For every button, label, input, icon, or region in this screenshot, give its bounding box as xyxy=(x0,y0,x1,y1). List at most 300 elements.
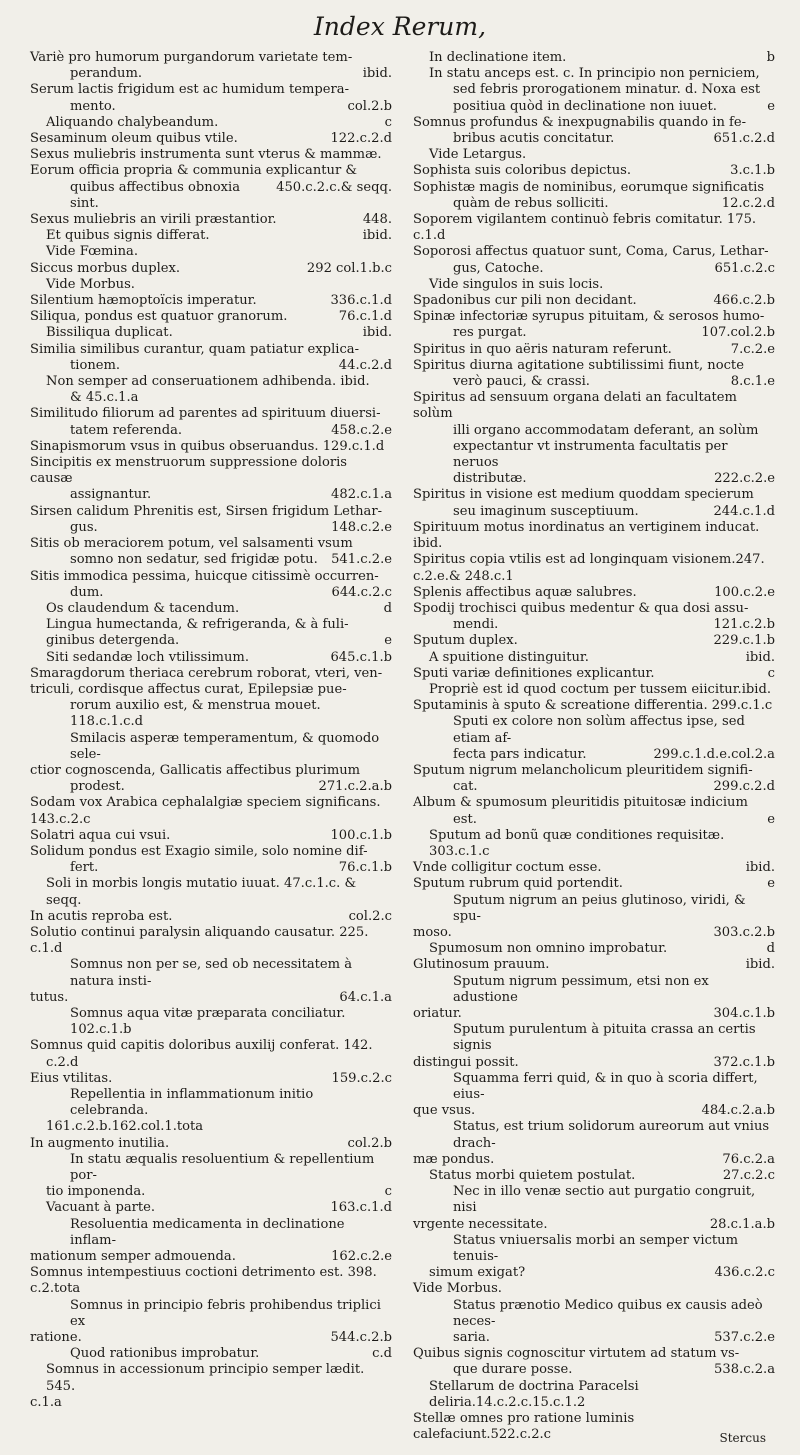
entry-reference: 271.c.2.a.b xyxy=(318,779,392,795)
entry-reference: 303.c.2.b xyxy=(713,924,775,940)
entry-text: positiua quòd in declinatione non iuuet. xyxy=(453,98,717,114)
index-entry xyxy=(413,585,775,601)
index-entry xyxy=(30,925,392,941)
index-entry xyxy=(413,1006,775,1022)
index-entry xyxy=(30,795,392,811)
index-entry xyxy=(413,82,775,98)
entry-text: Vacuant à parte. xyxy=(46,1200,156,1216)
entry-text: Non semper ad conseruationem adhibenda. ibid. xyxy=(46,374,370,390)
index-entry xyxy=(30,1184,392,1200)
index-entry xyxy=(30,1265,392,1281)
entry-text: Smaragdorum theriaca cerebrum roborat, vteri, ven- xyxy=(30,665,383,681)
entry-text: Album & spumosum pleuritidis pituitosæ indicium xyxy=(413,795,748,811)
index-entry xyxy=(30,569,392,585)
index-entry xyxy=(413,536,775,552)
entry-text: Eorum officia propria & communia explicantur & xyxy=(30,163,358,179)
index-entry xyxy=(30,406,392,422)
entry-text: Sputum duplex. xyxy=(413,633,518,649)
entry-reference: 299.c.2.d xyxy=(713,779,775,795)
entry-text: Soli in morbis longis mutatio iuuat. 47.c.1.c. & seqq. xyxy=(46,876,361,908)
right-column xyxy=(413,50,775,1443)
index-entry xyxy=(413,1119,775,1151)
entry-reference: 544.c.2.b xyxy=(330,1330,392,1346)
index-entry xyxy=(30,390,392,406)
index-entry xyxy=(30,1152,392,1184)
entry-reference: 466.c.2.b xyxy=(713,293,775,309)
entry-text: c.2.e.& 248.c.1 xyxy=(413,568,514,584)
entry-text: Serum lactis frigidum est ac humidum tempera- xyxy=(30,82,350,98)
entry-text: Splenis affectibus aquæ salubres. xyxy=(413,584,637,600)
index-entry xyxy=(413,66,775,82)
index-entry xyxy=(413,1233,775,1265)
index-entry xyxy=(30,147,392,163)
entry-text: ginibus detergenda. xyxy=(46,633,180,649)
entry-text: triculi, cordisque affectus curat, Epilepsiæ pue- xyxy=(30,681,347,697)
index-entry xyxy=(413,1298,775,1330)
entry-text: prodest. xyxy=(70,779,125,795)
entry-text: Sputum purulentum à pituita crassa an certis signis xyxy=(453,1022,760,1054)
index-entry xyxy=(413,293,775,309)
entry-text: Sesaminum oleum quibus vtile. xyxy=(30,131,238,147)
entry-reference: 163.c.1.d xyxy=(330,1200,392,1216)
index-entry xyxy=(30,50,392,66)
entry-text: gus, Catoche. xyxy=(453,260,544,276)
entry-text: Aliquando chalybeandum. xyxy=(46,114,219,130)
entry-text: cat. xyxy=(453,779,478,795)
entry-reference: 651.c.2.d xyxy=(713,131,775,147)
entry-text: verò pauci, & crassi. xyxy=(453,374,590,390)
entry-text: Variè pro humorum purgandorum varietate tem- xyxy=(30,50,353,65)
entry-text: Os claudendum & tacendum. xyxy=(46,600,240,616)
entry-text: seu imaginum susceptiuum. xyxy=(453,503,639,519)
index-entry xyxy=(413,876,775,892)
index-entry xyxy=(413,212,775,228)
left-column xyxy=(30,50,392,1411)
entry-text: rorum auxilio est, & menstrua mouet. 118.c.1.c.d xyxy=(70,698,325,730)
index-entry xyxy=(30,666,392,682)
index-entry xyxy=(413,812,775,828)
index-entry xyxy=(30,99,392,115)
entry-text: Spodij trochisci quibus medentur & qua dosi assu- xyxy=(413,600,749,616)
entry-text: Glutinosum prauum. xyxy=(413,957,550,973)
entry-text: Sodam vox Arabica cephalalgiæ speciem significans. xyxy=(30,795,381,811)
entry-reference: 436.c.2.c xyxy=(714,1265,775,1281)
entry-text: Somnus non per se, sed ob necessitatem à natura insti- xyxy=(70,957,357,989)
entry-text: Sirsen calidum Phrenitis est, Sirsen frigidum Lethar- xyxy=(30,503,383,519)
entry-text: tatem referenda. xyxy=(70,422,183,438)
entry-text: Propriè est id quod coctum per tussem eiicitur.ibid. xyxy=(429,681,772,697)
index-entry xyxy=(30,536,392,552)
index-entry xyxy=(30,617,392,633)
entry-reference: 372.c.1.b xyxy=(713,1054,775,1070)
catchword: Stercus xyxy=(719,1431,766,1445)
index-entry xyxy=(30,909,392,925)
entry-reference: 292 col.1.b.c xyxy=(306,260,392,276)
entry-text: c.1.d xyxy=(30,941,63,957)
entry-text: Vide singulos in suis locis. xyxy=(429,276,604,292)
index-entry xyxy=(30,212,392,228)
entry-text: Status vniuersalis morbi an semper victum tenuis- xyxy=(453,1232,743,1265)
entry-reference: 304.c.1.b xyxy=(713,1005,775,1021)
entry-text: mæ pondus. xyxy=(413,1151,495,1167)
entry-text: Stellarum de doctrina Paracelsi deliria.14.c.2.c.15.c.1.2 xyxy=(429,1378,643,1410)
entry-text: Sputi variæ definitiones explicantur. xyxy=(413,665,655,681)
entry-text: Somnus quid capitis doloribus auxilij conferat. 142. xyxy=(30,1038,373,1054)
entry-text: Status, est trium solidorum aureorum aut vnius drach- xyxy=(453,1119,774,1151)
entry-reference: 537.c.2.e xyxy=(714,1330,775,1346)
entry-text: Nec in illo venæ sectio aut purgatio congruit, nisi xyxy=(453,1184,760,1216)
index-entry xyxy=(30,342,392,358)
index-entry xyxy=(413,617,775,633)
entry-text: Sputum ad bonũ quæ conditiones requisitæ. 303.c.1.c xyxy=(429,827,729,859)
entry-reference: e xyxy=(767,811,775,827)
index-entry xyxy=(30,552,392,568)
index-entry xyxy=(30,520,392,536)
index-entry xyxy=(30,244,392,260)
entry-text: Vide Morbus. xyxy=(413,1281,502,1297)
index-entry xyxy=(30,228,392,244)
entry-text: somno non sedatur, sed frigidæ potu. xyxy=(70,552,318,568)
index-entry xyxy=(413,471,775,487)
index-entry xyxy=(30,1119,392,1135)
entry-reference: 222.c.2.e xyxy=(714,471,775,487)
entry-text: Eius vtilitas. xyxy=(30,1070,113,1086)
entry-reference: 122.c.2.d xyxy=(330,131,392,147)
index-entry xyxy=(30,1006,392,1038)
entry-text: Spumosum non omnino improbatur. xyxy=(429,941,668,957)
index-entry xyxy=(413,828,775,860)
entry-reference: 8.c.1.e xyxy=(730,374,775,390)
index-entry xyxy=(30,650,392,666)
entry-text: Stellæ omnes pro ratione luminis calefaciunt.522.c.2.c xyxy=(413,1411,639,1443)
entry-text: mendi. xyxy=(453,617,499,633)
entry-reference: col.2.c xyxy=(348,908,392,924)
entry-text: Soporem vigilantem continuò febris comitatur. 175. xyxy=(413,212,757,228)
index-entry xyxy=(413,358,775,374)
entry-text: Sputaminis à sputo & screatione differentia. 299.c.1.c xyxy=(413,698,773,714)
index-entry xyxy=(30,325,392,341)
index-entry xyxy=(413,779,775,795)
entry-text: Smilacis asperæ temperamentum, & quomodo sele- xyxy=(70,730,384,762)
entry-text: gus. xyxy=(70,519,98,535)
entry-reference: 27.c.2.c xyxy=(722,1168,775,1184)
index-entry xyxy=(30,585,392,601)
index-entry xyxy=(413,893,775,925)
entry-text: Repellentia in inflammationum initio celebranda. xyxy=(70,1087,318,1119)
entry-reference: 651.c.2.c xyxy=(714,260,775,276)
entry-reference: 28.c.1.a.b xyxy=(709,1216,775,1232)
index-entry xyxy=(30,1217,392,1249)
index-entry xyxy=(30,1200,392,1216)
index-entry xyxy=(413,666,775,682)
index-entry xyxy=(413,1330,775,1346)
entry-reference: c xyxy=(384,1184,392,1200)
index-entry xyxy=(413,180,775,196)
entry-text: c.1.a xyxy=(30,1394,62,1410)
index-entry xyxy=(413,795,775,811)
index-entry xyxy=(413,941,775,957)
index-entry xyxy=(413,131,775,147)
entry-reference: c xyxy=(384,114,392,130)
index-entry xyxy=(30,131,392,147)
entry-reference: 336.c.1.d xyxy=(330,293,392,309)
entry-text: illi organo accommodatam deferant, an solùm xyxy=(453,422,759,438)
entry-text: Silentium hæmoptoïcis imperatur. xyxy=(30,293,257,309)
entry-text: bribus acutis concitatur. xyxy=(453,131,615,147)
index-entry xyxy=(413,244,775,260)
index-entry xyxy=(30,163,392,179)
entry-text: Sophistæ magis de nominibus, eorumque significatis xyxy=(413,179,765,195)
entry-text: Quibus signis cognoscitur virtutem ad statum vs- xyxy=(413,1346,740,1362)
entry-reference: ibid. xyxy=(362,66,392,82)
entry-text: Sexus muliebris instrumenta sunt vterus & mammæ. xyxy=(30,147,382,163)
entry-text: Lingua humectanda, & refrigeranda, & à fuli- xyxy=(46,617,349,633)
entry-text: mento. xyxy=(70,98,116,114)
index-entry xyxy=(413,487,775,503)
index-entry xyxy=(413,1022,775,1054)
entry-text: In statu æqualis resoluentium & repellentium por- xyxy=(70,1151,379,1184)
index-entry xyxy=(30,1330,392,1346)
index-entry xyxy=(30,682,392,698)
entry-reference: ibid. xyxy=(745,860,775,876)
entry-reference: 121.c.2.b xyxy=(713,617,775,633)
index-entry xyxy=(30,82,392,98)
index-entry xyxy=(30,1298,392,1330)
index-entry xyxy=(413,504,775,520)
entry-text: que durare posse. xyxy=(453,1362,573,1378)
entry-text: Solatri aqua cui vsui. xyxy=(30,827,171,843)
entry-text: ctior cognoscenda, Gallicatis affectibus plurimum xyxy=(30,762,361,778)
index-entry xyxy=(413,714,775,746)
index-entry xyxy=(413,1055,775,1071)
entry-text: simum exigat? xyxy=(429,1265,526,1281)
index-entry xyxy=(30,261,392,277)
entry-text: Squamma ferri quid, & in quo à scoria differt, eius- xyxy=(453,1070,762,1102)
index-entry xyxy=(30,423,392,439)
index-entry xyxy=(413,1281,775,1297)
entry-text: Sputi ex colore non solùm affectus ipse, sed etiam af- xyxy=(453,714,750,746)
entry-reference: e xyxy=(767,98,775,114)
index-entry xyxy=(413,1362,775,1378)
index-entry xyxy=(30,66,392,82)
entry-text: Vide Fœmina. xyxy=(46,244,139,260)
entry-reference: 450.c.2.c.& seqq. xyxy=(276,179,392,195)
entry-text: Solidum pondus est Exagio simile, solo nomine dif- xyxy=(30,843,368,859)
entry-text: vrgente necessitate. xyxy=(413,1216,548,1232)
index-entry xyxy=(413,925,775,941)
entry-text: Similitudo filiorum ad parentes ad spirituum diuersi- xyxy=(30,406,381,422)
entry-text: Vide Morbus. xyxy=(46,276,135,292)
entry-text: distingui possit. xyxy=(413,1054,519,1070)
index-entry xyxy=(30,1395,392,1411)
entry-reference: 229.c.1.b xyxy=(713,633,775,649)
entry-text: Sitis immodica pessima, huicque citissimè occurren- xyxy=(30,568,379,584)
entry-text: Sexus muliebris an virili præstantior. xyxy=(30,212,277,228)
entry-reference: 645.c.1.b xyxy=(330,649,392,665)
index-entry xyxy=(30,439,392,455)
index-entry xyxy=(413,423,775,439)
entry-text: quàm de rebus solliciti. xyxy=(453,195,609,211)
entry-text: Siccus morbus duplex. xyxy=(30,260,181,276)
entry-reference: 299.c.1.d.e.col.2.a xyxy=(653,746,775,762)
entry-text: Status prænotio Medico quibus ex causis adeò neces- xyxy=(453,1297,767,1329)
entry-reference: 100.c.1.b xyxy=(330,827,392,843)
index-entry xyxy=(30,990,392,1006)
entry-text: ratione. xyxy=(30,1330,82,1346)
entry-reference: 482.c.1.a xyxy=(331,487,392,503)
entry-reference: 64.c.1.a xyxy=(339,989,392,1005)
entry-text: fert. xyxy=(70,860,99,876)
index-entry xyxy=(30,115,392,131)
entry-text: distributæ. xyxy=(453,471,527,487)
index-entry xyxy=(30,293,392,309)
entry-text: Sputum rubrum quid portendit. xyxy=(413,876,623,892)
entry-text: Sputum nigrum an peius glutinoso, viridi, & spu- xyxy=(453,892,750,924)
index-entry xyxy=(413,261,775,277)
entry-text: Similia similibus curantur, quam patiatur explica- xyxy=(30,341,360,357)
index-entry xyxy=(413,439,775,471)
entry-text: Quod rationibus improbatur. xyxy=(70,1346,260,1362)
entry-reference: 7.c.2.e xyxy=(730,341,775,357)
index-entry xyxy=(413,342,775,358)
entry-reference: 76.c.2.a xyxy=(722,1151,775,1167)
entry-reference: 484.c.2.a.b xyxy=(701,1103,775,1119)
entry-reference: 3.c.1.b xyxy=(730,163,775,179)
entry-text: Siti sedandæ loch vtilissimum. xyxy=(46,649,249,665)
entry-reference: e xyxy=(384,633,392,649)
index-title: Index Rerum, xyxy=(313,12,487,41)
index-entry xyxy=(30,358,392,374)
index-entry xyxy=(413,277,775,293)
entry-reference: col.2.b xyxy=(347,1135,392,1151)
index-entry xyxy=(413,50,775,66)
entry-text: assignantur. xyxy=(70,487,152,503)
entry-text: In statu anceps est. c. In principio non perniciem, xyxy=(429,66,760,82)
entry-reference: 44.c.2.d xyxy=(338,357,392,373)
entry-text: Sputum nigrum melancholicum pleuritidem signifi- xyxy=(413,762,753,778)
entry-reference: 148.c.2.e xyxy=(331,519,392,535)
entry-text: Resoluentia medicamenta in declinatione inflam- xyxy=(70,1216,349,1248)
index-entry xyxy=(413,650,775,666)
entry-text: & 45.c.1.a xyxy=(70,390,139,406)
entry-reference: ibid. xyxy=(362,325,392,341)
index-entry xyxy=(413,1184,775,1216)
index-entry xyxy=(30,504,392,520)
index-entry xyxy=(413,228,775,244)
entry-reference: 541.c.2.e xyxy=(331,552,392,568)
entry-text: ibid. xyxy=(413,536,443,552)
index-entry xyxy=(413,390,775,422)
index-entry xyxy=(413,1103,775,1119)
index-entry xyxy=(413,1217,775,1233)
entry-text: tionem. xyxy=(70,357,121,373)
entry-text: dum. xyxy=(70,584,104,600)
entry-text: saria. xyxy=(453,1330,490,1346)
index-entry xyxy=(413,163,775,179)
entry-text: Bissiliqua duplicat. xyxy=(46,325,173,341)
entry-text: tutus. xyxy=(30,989,69,1005)
entry-reference: 107.col.2.b xyxy=(701,325,775,341)
entry-reference: col.2.b xyxy=(347,98,392,114)
index-entry xyxy=(30,180,392,212)
entry-reference: ibid. xyxy=(745,957,775,973)
entry-text: Somnus in principio febris prohibendus triplici ex xyxy=(70,1297,386,1329)
index-entry xyxy=(30,277,392,293)
index-entry xyxy=(30,1136,392,1152)
entry-text: In acutis reproba est. xyxy=(30,908,173,924)
index-entry xyxy=(30,876,392,908)
entry-reference: b xyxy=(766,50,775,65)
entry-reference: 159.c.2.c xyxy=(331,1070,392,1086)
entry-reference: 76.c.1.d xyxy=(338,309,392,325)
entry-text: expectantur vt instrumenta facultatis per neruos xyxy=(453,438,732,471)
index-entry xyxy=(30,957,392,989)
index-entry xyxy=(413,374,775,390)
index-entry xyxy=(30,455,392,487)
index-entry xyxy=(30,779,392,795)
index-entry xyxy=(30,731,392,763)
index-entry xyxy=(30,1281,392,1297)
entry-text: Sincipitis ex menstruorum suppressione doloris causæ xyxy=(30,455,352,487)
entry-text: Spiritus diurna agitatione subtilissimi fiunt, nocte xyxy=(413,357,744,373)
entry-text: Sputum nigrum pessimum, etsi non ex adustione xyxy=(453,973,713,1005)
index-entry xyxy=(30,633,392,649)
index-entry xyxy=(413,309,775,325)
index-entry xyxy=(413,1379,775,1411)
index-entry xyxy=(413,974,775,1006)
entry-text: perandum. xyxy=(70,66,143,82)
entry-text: res purgat. xyxy=(453,325,527,341)
index-entry xyxy=(30,309,392,325)
entry-text: Sophista suis coloribus depictus. xyxy=(413,163,632,179)
index-entry xyxy=(413,860,775,876)
entry-text: tio imponenda. xyxy=(46,1184,146,1200)
entry-reference: 458.c.2.e xyxy=(331,422,392,438)
entry-reference: ibid. xyxy=(362,228,392,244)
index-entry xyxy=(30,487,392,503)
entry-text: sed febris prorogationem minatur. d. Noxa est xyxy=(453,82,761,98)
entry-reference: c xyxy=(767,665,775,681)
index-entry xyxy=(413,99,775,115)
index-entry xyxy=(30,1362,392,1394)
index-entry xyxy=(30,1249,392,1265)
entry-reference: ibid. xyxy=(745,649,775,665)
index-entry xyxy=(413,115,775,131)
index-entry xyxy=(413,569,775,585)
index-entry xyxy=(30,844,392,860)
index-entry xyxy=(413,196,775,212)
index-entry xyxy=(413,698,775,714)
entry-text: A spuitione distinguitur. xyxy=(429,649,589,665)
entry-text: oriatur. xyxy=(413,1005,462,1021)
entry-text: Status morbi quietem postulat. xyxy=(429,1168,636,1184)
entry-text: c.2.tota xyxy=(30,1281,81,1297)
entry-reference: 12.c.2.d xyxy=(721,195,775,211)
entry-text: Spiritus in quo aëris naturam referunt. xyxy=(413,341,672,357)
entry-text: quibus affectibus obnoxia sint. xyxy=(70,179,245,211)
entry-text: 161.c.2.b.162.col.1.tota xyxy=(46,1119,204,1135)
index-entry xyxy=(30,374,392,390)
entry-text: Sitis ob meraciorem potum, vel salsamenti vsum xyxy=(30,536,353,552)
entry-reference: 448. xyxy=(362,212,392,228)
entry-text: Somnus aqua vitæ præparata conciliatur. 102.c.1.b xyxy=(70,1005,350,1038)
index-entry xyxy=(30,1055,392,1071)
entry-text: Somnus profundus & inexpugnabilis quando in fe- xyxy=(413,114,747,130)
index-entry xyxy=(413,763,775,779)
entry-text: Soporosi affectus quatuor sunt, Coma, Carus, Lethar- xyxy=(413,244,769,260)
index-entry xyxy=(30,1087,392,1119)
entry-text: 143.c.2.c xyxy=(30,811,91,827)
